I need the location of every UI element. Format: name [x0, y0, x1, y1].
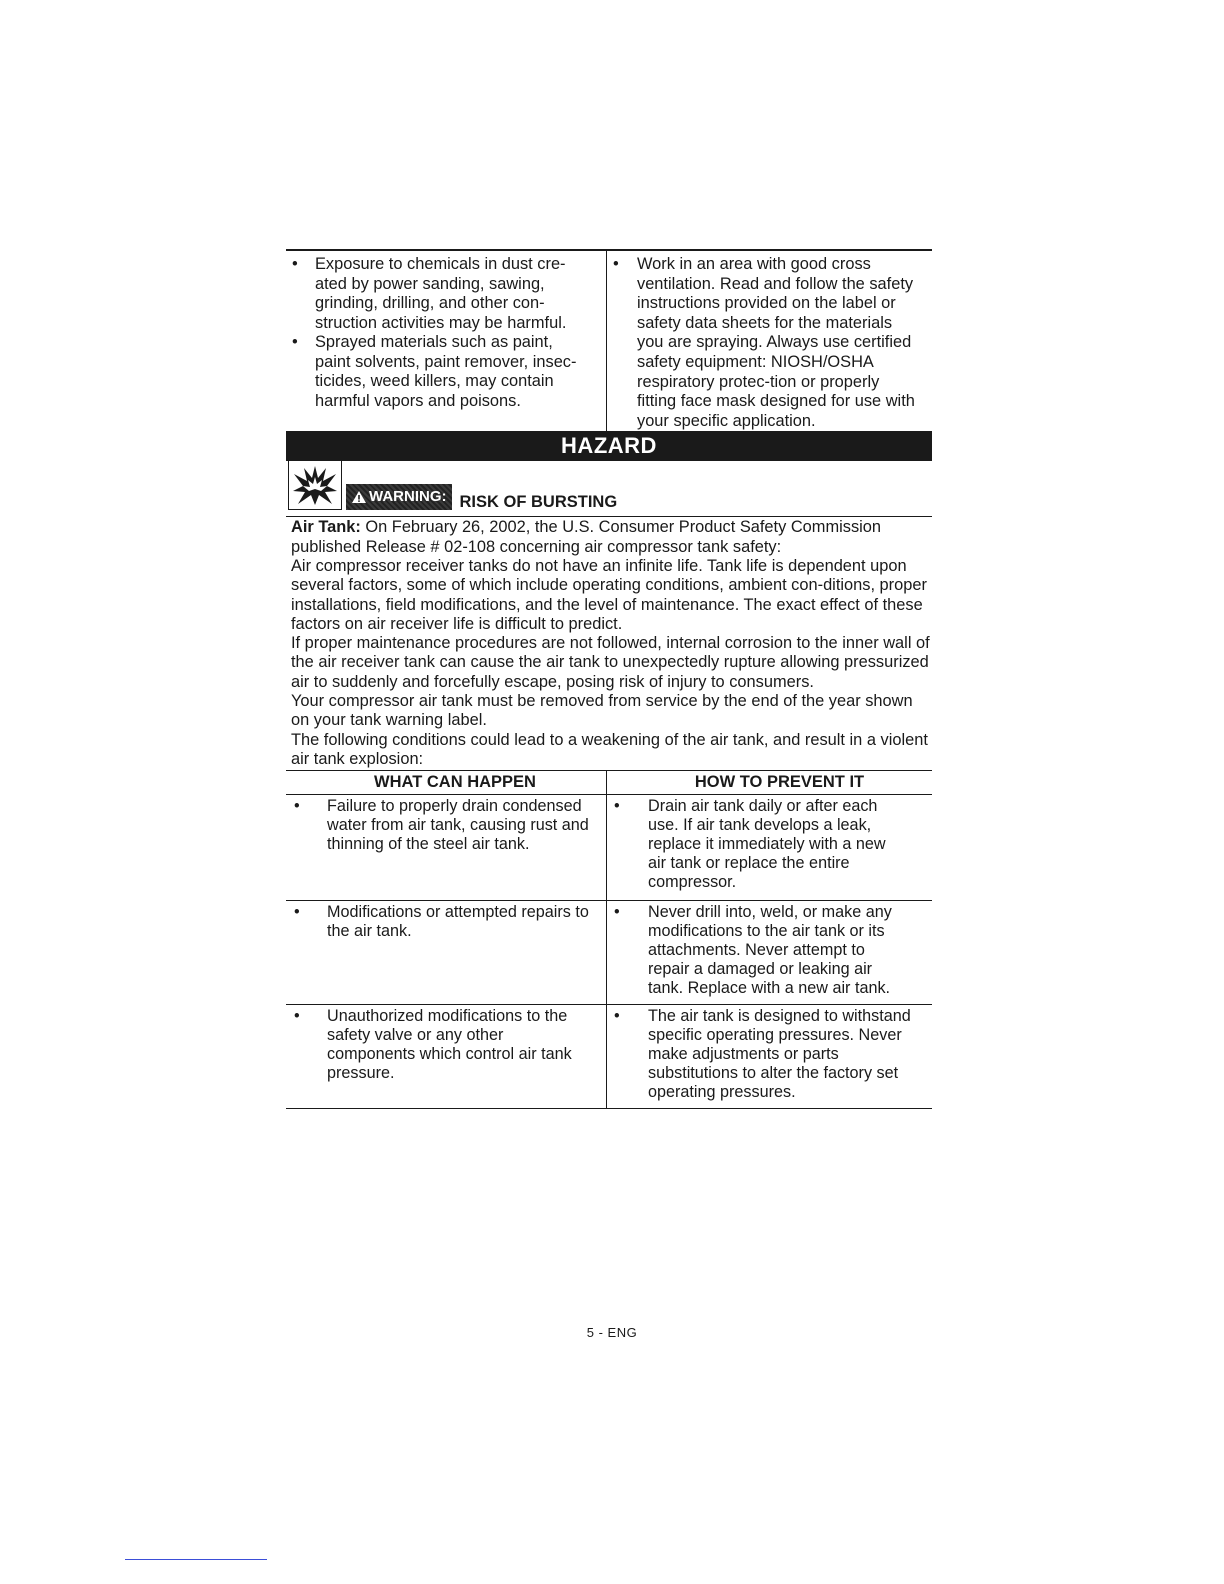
bullet-icon: • [613, 255, 619, 273]
table-row [286, 1005, 932, 1109]
paragraph: The following conditions could lead to a weakening of the air tank, and result in a violent air tank explosion: [291, 730, 928, 768]
bullet-icon: • [292, 333, 298, 351]
table-header [286, 770, 932, 795]
bullet-icon: • [614, 1007, 620, 1026]
list-item: • Sprayed materials such as paint, paint solvents, paint remover, insec-ticides, weed killers, may contain harmful vapors and poisons. [292, 333, 577, 410]
table-cell: • Unauthorized modifications to the safety valve or any other components which control air tank pressure. [286, 1005, 607, 1108]
list-item: • Work in an area with good cross ventilation. Read and follow the safety instructions provided on the label or safety data sheets for the materials you are spraying. Always use certified safety equipment: NIOSH/OSHA respiratory protec-tion or properly fitting face mask designed for use with your specific application. [613, 255, 915, 430]
table-row [286, 901, 932, 1005]
warning-header [286, 461, 932, 517]
paragraph: Your compressor air tank must be removed from service by the end of the year shown on your tank warning label. [291, 692, 913, 730]
table-cell: • Never drill into, weld, or make any modifications to the air tank or its attachments. Never attempt to repair a damaged or leaking air tank. Replace with a new air tank. [614, 903, 892, 997]
table-cell: • Failure to properly drain condensed water from air tank, causing rust and thinning of the steel air tank. [286, 795, 607, 900]
table-cell: • The air tank is designed to withstand specific operating pressures. Never make adjustments or parts substitutions to alter the factory set operating pressures. [614, 1007, 911, 1101]
bullet-icon: • [614, 903, 620, 922]
lead-label: Air Tank: [291, 518, 361, 537]
chemical-exposure-table [286, 249, 932, 431]
table-cell: • Modifications or attempted repairs to the air tank. [286, 901, 607, 1004]
hazard-banner: HAZARD [286, 431, 932, 461]
hazard-column [286, 251, 607, 431]
prevention-column [607, 251, 932, 431]
column-header: HOW TO PREVENT IT [694, 773, 865, 792]
warning-badge: WARNING: [346, 484, 452, 510]
manual-page [286, 249, 932, 1109]
paragraph: If proper maintenance procedures are not followed, internal corrosion to the inner wall of the air receiver tank can cause the air tank to unexpectedly rupture allowing pressurized air to suddenly and forcefully escape, posing risk of injury to consumers. [291, 634, 930, 691]
column-header: WHAT CAN HAPPEN [286, 771, 607, 794]
paragraph: Air compressor receiver tanks do not have an infinite life. Tank life is dependent upon several factors, some of which include operating conditions, ambient con-ditions, proper installations, field modifications, and the level of maintenance. The exact effect of these factors on air receiver life is difficult to predict. [291, 556, 927, 633]
table-cell: • Drain air tank daily or after each use. If air tank develops a leak, replace it immediately with a new air tank or replace the entire compressor. [614, 797, 886, 891]
bullet-icon: • [294, 797, 300, 816]
bullet-icon: • [614, 797, 620, 816]
list-item: • Exposure to chemicals in dust cre-ated by power sanding, sawing, grinding, drilling, and other con-struction activities may be harmful. [292, 255, 567, 332]
alert-triangle-icon [351, 490, 367, 504]
footnote-rule [125, 1559, 267, 1560]
bullet-icon: • [294, 903, 300, 922]
paragraph: Air Tank: On February 26, 2002, the U.S. Consumer Product Safety Commission published Release # 02-108 concerning air compressor tank safety: [291, 518, 882, 556]
bullet-icon: • [294, 1007, 300, 1026]
tank-hazard-table [286, 770, 932, 1109]
explosion-icon [288, 460, 342, 510]
table-row [286, 795, 932, 901]
warning-title: RISK OF BURSTING [459, 493, 618, 512]
page-number: 5 - ENG [586, 1325, 638, 1340]
bullet-icon: • [292, 255, 298, 273]
